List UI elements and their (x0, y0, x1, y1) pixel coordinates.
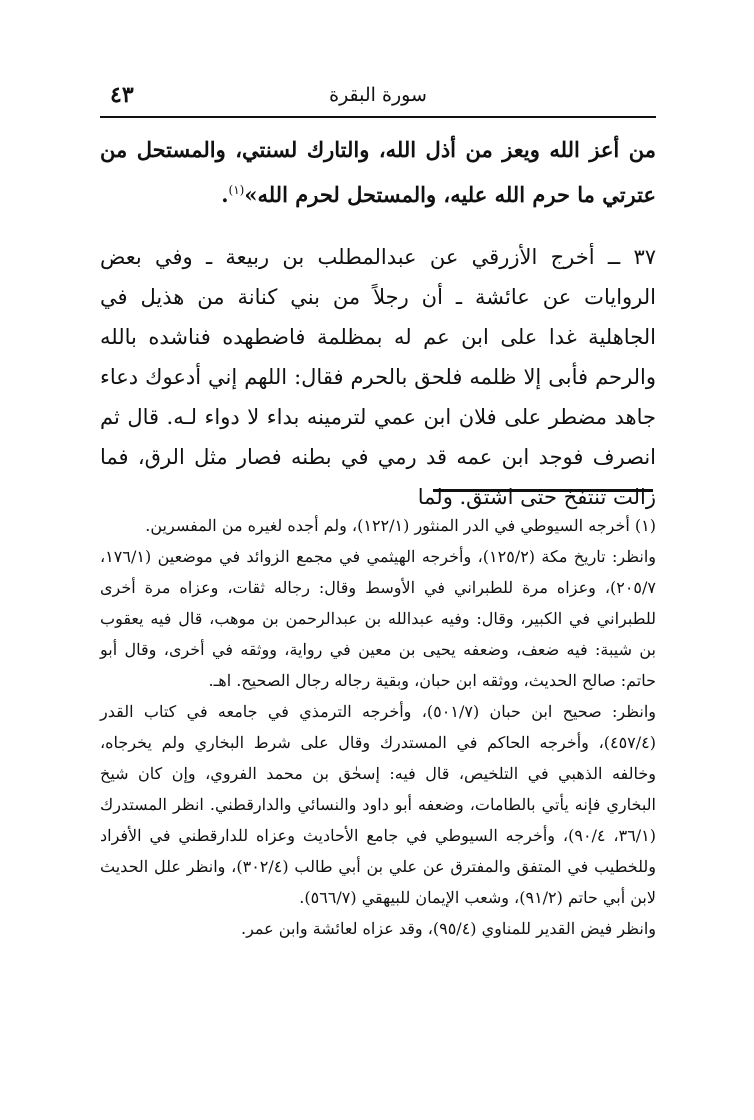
footnote-ref: (١) (228, 183, 245, 197)
surah-title: سورة البقرة (329, 84, 427, 106)
hadith-quote (100, 130, 656, 215)
running-header (100, 82, 656, 118)
quote-text: من أعز الله ويعز من أذل الله، والتارك لسنتي، والمستحل من عترتي ما حرم الله عليه، والمستحل لحرم الله» (100, 137, 656, 207)
main-text (100, 130, 656, 517)
footnote-line: (١) أخرجه السيوطي في الدر المنثور (١٢٢/١)، ولم أجده لغيره من المفسرين. (145, 516, 656, 535)
quote-end: . (221, 182, 229, 207)
footnotes (100, 510, 656, 944)
footnote-divider (433, 489, 653, 492)
paragraph-37: ٣٧ ــ أخرج الأزرقي عن عبدالمطلب بن ربيعة ـ وفي بعض الروايات عن عائشة ـ أن رجلاً من بني كنانة من هذيل في الجاهلية غدا على ابن عم له بمظلمة فاضطهده فناشده بالله والرحم فأبى إلا ظلمه فلحق بالحرم فقال: اللهم إني أدعوك دعاء جاهد مضطر على فلان ابن عمي لترمينه بداء لا دواء لـه. قال ثم انصرف فوجد ابن عمه قد رمي في بطنه فصار مثل الرق، فما زالت تنتفخ حتى اشتق. ولما (100, 245, 656, 509)
footnote-line: وانظر: صحيح ابن حبان (٥٠١/٧)، وأخرجه الترمذي في جامعه في كتاب القدر (٤٥٧/٤)، وأخرجه الحاكم في المستدرك وقال على شرط البخاري ولم يخرجاه، وخالفه الذهبي في التلخيص، قال فيه: إسحٰق بن محمد الفروي، وإن كان شيخ البخاري فإنه يأتي بالطامات، وضعفه أبو داود والنسائي والدارقطني. انظر المستدرك (٣٦/١، ٩٠/٤)، وأخرجه السيوطي في جامع الأحاديث وعزاه للدارقطني في الأفراد وللخطيب في المتفق والمفترق عن علي بن أبي طالب (٣٠٢/٤)، وانظر علل الحديث لابن أبي حاتم (٩١/٢)، وشعب الإيمان للبيهقي (٥٦٦/٧). (100, 702, 657, 907)
page-number: ٤٣ (110, 82, 134, 108)
footnote-line: وانظر: تاريخ مكة (١٢٥/٢)، وأخرجه الهيثمي في مجمع الزوائد في موضعين (١٧٦/١، ٢٠٥/٧)، وعزاه مرة للطبراني في الأوسط وقال: رجاله ثقات، وعزاه مرة أخرى للطبراني في الكبير، وقال: وفيه عبدالله بن عبدالرحمن بن موهب، قال فيه يعقوب بن شيبة: فيه ضعف، وضعفه يحيى بن معين في رواية، ووثقه في أخرى، وقال أبو حاتم: صالح الحديث، ووثقه ابن حبان، وبقية رجاله رجال الصحيح. اهـ. (100, 547, 656, 690)
footnote-line: وانظر فيض القدير للمناوي (٩٥/٤)، وقد عزاه لعائشة وابن عمر. (241, 919, 656, 938)
